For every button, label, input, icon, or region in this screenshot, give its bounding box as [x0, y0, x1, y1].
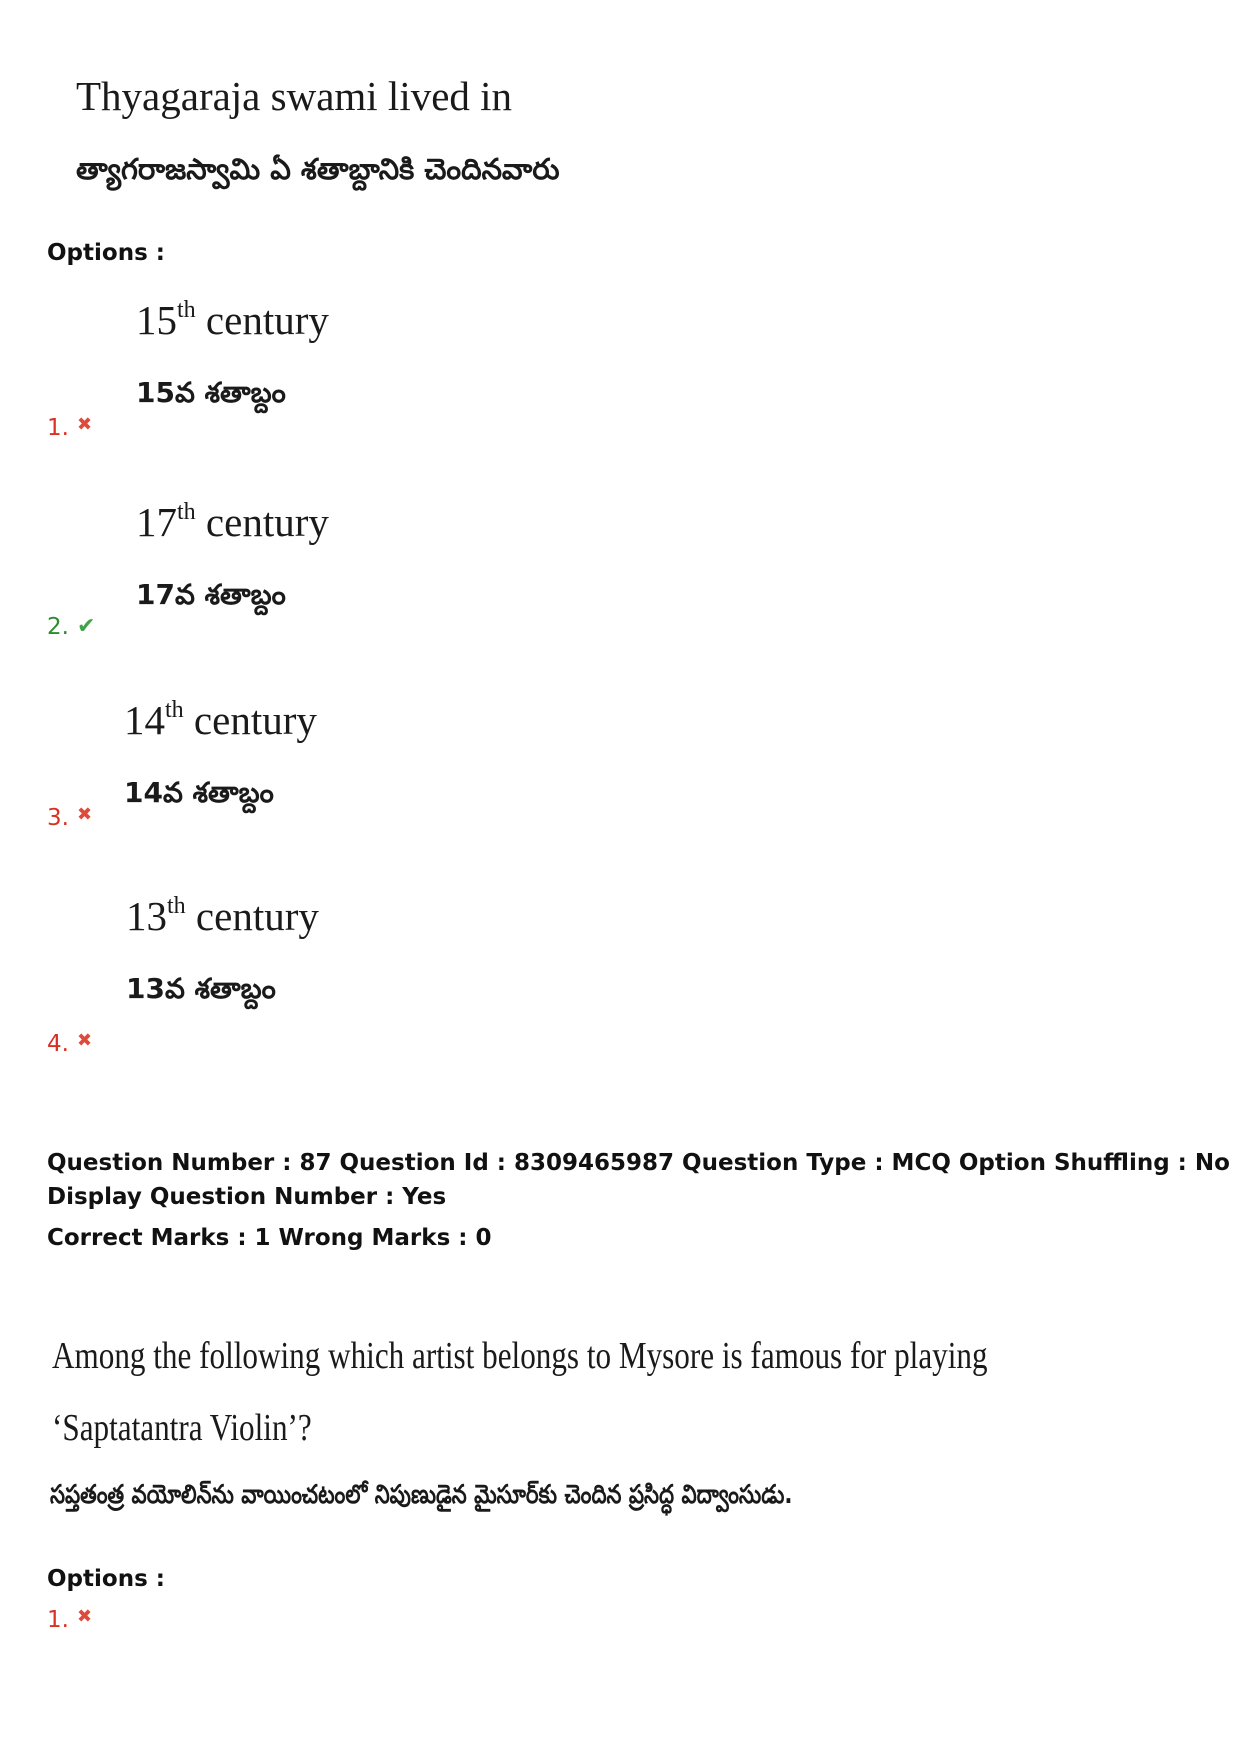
- question-meta-line-1: Question Number : 87 Question Id : 8309465987 Question Type : MCQ Option Shuffling : No: [47, 1150, 1230, 1176]
- option-3-text-en: 14th century: [124, 697, 317, 743]
- question-text-te: సప్తతంత్ర వయోలిన్‌ను వాయించటంలో నిపుణుడైన మైసూర్‌కు చెందిన ప్రసిద్ధ విద్వాంసుడు.: [50, 1480, 793, 1510]
- option-3-text-te: 14వ శతాబ్దం: [124, 776, 274, 809]
- option-1-text-te: 15వ శతాబ్దం: [136, 376, 286, 409]
- options-label: Options :: [47, 240, 165, 266]
- cross-icon: ✖: [76, 414, 93, 435]
- question-text-te: త్యాగరాజస్వామి ఏ శతాబ్దానికి చెందినవారు: [76, 152, 560, 186]
- cross-icon: ✖: [76, 804, 93, 825]
- option-2-text-en: 17th century: [136, 499, 329, 545]
- question-text-en-line-1: Among the following which artist belongs to Mysore is famous for playing: [52, 1335, 988, 1377]
- option-2-marker: 2. ✔: [47, 614, 96, 640]
- option-1-text-en: 15th century: [136, 297, 329, 343]
- option-4-text-te: 13వ శతాబ్దం: [126, 972, 276, 1005]
- question-marks: Correct Marks : 1 Wrong Marks : 0: [47, 1225, 492, 1251]
- cross-icon: ✖: [76, 1606, 93, 1627]
- options-label: Options :: [47, 1566, 165, 1592]
- option-1-marker: 1. ✖: [47, 414, 93, 441]
- option-1-marker: 1. ✖: [47, 1606, 93, 1633]
- question-text-en-line-2: ‘Saptatantra Violin’?: [52, 1407, 312, 1449]
- check-icon: ✔: [76, 614, 96, 639]
- option-4-text-en: 13th century: [126, 893, 319, 939]
- option-3-marker: 3. ✖: [47, 804, 93, 831]
- cross-icon: ✖: [76, 1030, 93, 1051]
- option-4-marker: 4. ✖: [47, 1030, 93, 1057]
- option-2-text-te: 17వ శతాబ్దం: [136, 578, 286, 611]
- question-meta-line-2: Display Question Number : Yes: [47, 1184, 447, 1210]
- question-text-en: Thyagaraja swami lived in: [76, 73, 513, 119]
